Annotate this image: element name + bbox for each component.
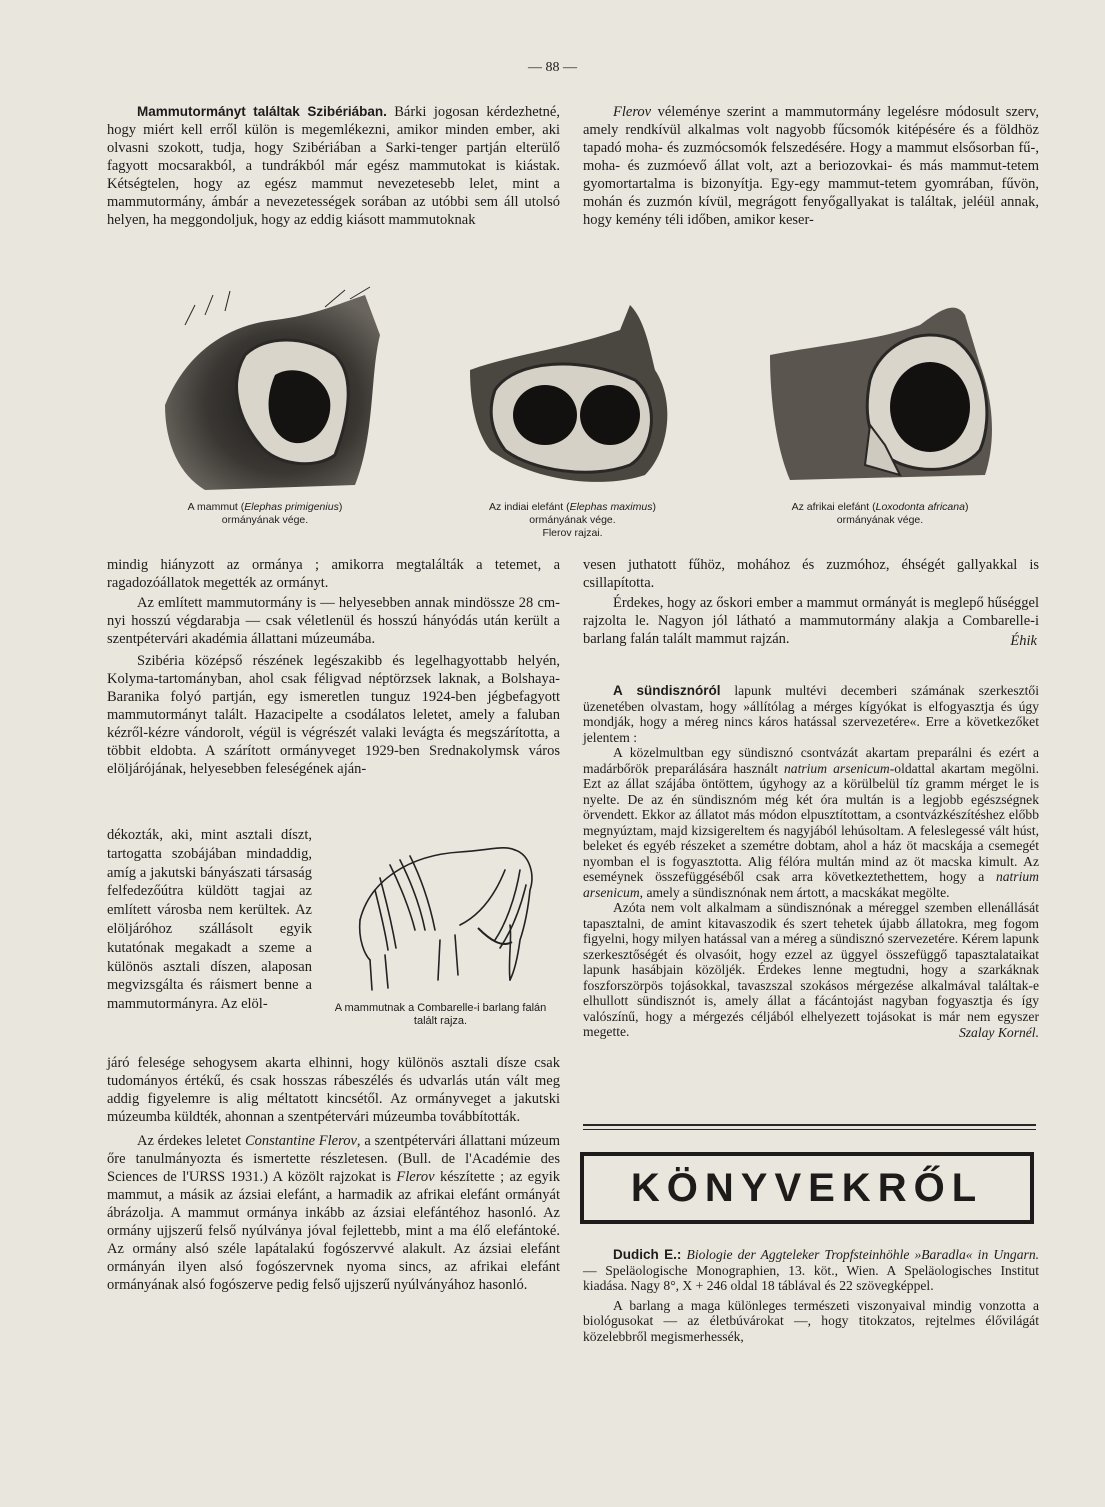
sundiszno-p1: lapunk multévi decemberi számának szerkesztői üzenetében olvastam, hogy »állítólag a mérges kígyókat is elfogyasztja és úgy mondják, hogy a méreg nincs káros hatással szervezetére«. Erre a következőket jelentem : — [583, 683, 1040, 745]
caption-african-elephant: Az afrikai elefánt (Loxodonta africana) ormányának vége. — [791, 501, 969, 526]
indian-elephant-trunk-illustration — [470, 300, 695, 490]
cave-drawing-paragraph: Érdekes, hogy az őskori ember a mammut ormányát is meglepő hűséggel rajzolta le. Nagyon jól látható a mammutormány alakja a Combarelle-i barlang falán talált mammut rajzán. — [583, 595, 1039, 647]
sundiszno-p3: Azóta nem volt alkalmam a sündisznónak a méreggel szemben ellenállását tapasztalni, de amint kitavaszodik és szert tehetek újabb állatokra, meg fogom figyelni, hogy milyen hatással van a méreg a sündisznó szervezetére. Kérem lapunk szerkesztőségét és olvasóit, hogy ezzel az üggyel összefüggő tapasztalataikat lapunk hasábjain közöljék. Érdekes lenne megtudni, hogy a szarkáknak foszforszörpös tojásokkal, tavaszszal szokásos mérgezése alkalmával találtak-e elhullott sündisznót is, amely állat a fácántojást nagyban fogyasztja és így valószínű, hogy a mérgezés céljából elhelyezett tojásokat is már nem egyszer megette. — [583, 900, 1039, 1039]
mammoth-trunk-illustration — [165, 285, 390, 495]
mammut-article-continued — [107, 556, 560, 778]
sundiszno-article — [583, 683, 1039, 1040]
section-divider-top — [583, 1124, 1036, 1126]
african-elephant-trunk-illustration — [770, 295, 1020, 490]
book-review — [583, 1247, 1039, 1344]
section-divider-bottom — [583, 1129, 1036, 1130]
flerov-paragraph-cont: vesen juthatott fűhöz, mohához és zuzmóhoz, éhségét gallyakkal is csillapította. — [583, 557, 1039, 591]
combarelle-mammoth-drawing — [330, 830, 555, 1000]
mammut-p3-bottom: járó felesége sehogysem akarta elhinni, hogy különös asztali dísze csak tudományos értékű, és csak hosszas rábeszélés és udvarlás után vált meg addig figyelemre is alig méltatott kincsétől. Az ormányveget a jakutski múzeumba küldték, ahonnan a szentpétervári múzeumba továbbították. — [107, 1055, 560, 1125]
signature-ehik: Éhik — [1010, 633, 1037, 649]
mammut-p4: Az érdekes leletet Constantine Flerov, a szentpétervári állattani múzeum őre tanulmányozta és ismertette részletesen. (Bull. de l'Académie des Sciences de l'URSS 1931.) A közölt rajzokat is Flerov készítette ; az egyik mammut, a másik az ázsiai elefánt, a harmadik az afrikai elefánt ormányát ábrázolja. A mammut ormánya inkább az ázsiai elefántéhoz hasonló. Az ormány ujjszerű felső nyúlványa jóval fejlettebb, mint a ma élő elefántoké. Az ormány alsó széle lapátalakú fogószervvé alakult. Az ázsiai elefánt ormányán ilyen alsó fogószervnek nyoma sincs, az afrikai elefánt ormányának alsó fogószerve pedig felső ujjszerű nyúlványához hasonló. — [107, 1133, 561, 1293]
caption-mammoth: A mammut (Elephas primigenius) ormányának vége. — [187, 501, 343, 526]
mammut-p1-cont: mindig hiányzott az ormánya ; amikorra megtalálták a tetemet, a ragadozóállatok megették az ormányt. — [107, 557, 560, 591]
book-author: Dudich E.: — [613, 1247, 682, 1262]
books-section-title: KÖNYVEKRŐL — [580, 1152, 1034, 1224]
sundiszno-p2: A közelmultban egy sündisznó csontvázát akartam preparálni és ezért a madárbőrök preparálására használt natrium arsenicum-oldattal akartam megölni. Ezt az állat szájába öntöttem, úgyhogy az a körülbelül tíz gramm mérget le is nyelte. De az én sündisznóm még két óra multán is a legjobb egészségnek örvendett. Ekkor az állatot más módon elpusztítottam, a csontvázkészítéshez előbb megnyúztam, majd kizsigereltem és nagyjából lehúsoltam. A feleslegessé vált húst, beleket és egyéb részeket a szemétre dobtam, ahol a ház öt macskája a csemegét nyomban el is fogyasztotta. Alig félóra multán mind az öt macska kimult. Az eseméynek összefüggéséből csak arra következtethettem, hogy a natrium arsenicum, amely a sündisznónak nem ártott, a macskákat megölte. — [583, 745, 1039, 900]
signature-szalay: Szalay Kornél. — [958, 1024, 1039, 1040]
mammut-p3-top: Szibéria középső részének legészakibb és legelhagyottabb helyén, Kolyma-tartományban, ahol csak féligvad néptörzsek laknak, a Bolshaya-Baranika folyó partján, egy ismeretlen tunguz 1924-ben jégbefagyott mammutormányt talált. Hazacipelte a csodálatos leletet, amely a faluban kézről-kézre vándorolt, végül is végrészét valaki levágta és megszárította, a többit eldobta. A szárított ormányveget 1929-ben Srednakolymsk város elöljárójának, helyesebben feleségének aján- — [107, 653, 560, 777]
page-number: — 88 — — [528, 60, 577, 75]
flerov-paragraph: véleménye szerint a mammutormány legelésre módosult szerv, amely rendkívül alkalmas volt nagyobb fűcsomók kitépésére és a földhöz tapadó moha- és zuzmócsomók felszedésére. Hogy a mammut elsősorban fű-, moha- és zuzmóevő állat volt, azt a beriozovkai- és más mammut-tetem gyomortartalma is bizonyítja. Egy-egy mammut-tetem gyomrában, fűvön, mohán és zuzmón kívül, megrágott fenyőgallyakat is találtak, jeléül annak, hogy kemény téli időben, amikor keser- — [583, 104, 1039, 228]
mammut-p2: Az említett mammutormány is — helyesebben annak mindössze 28 cm-nyi hosszú végdarabja — csak véletlenül és hosszú hányódás után került a szentpétervári akadémia állattani múzeumába. — [107, 595, 560, 647]
mammut-article-bottom — [107, 1054, 560, 1294]
mammut-article-narrow — [107, 826, 312, 1014]
mammut-p3-narrow: dékozták, aki, mint asztali díszt, tartogatta szobájában mindaddig, amíg a jakutski bányászati társaság felfedezőútra küldött tagjai az említett városba nem kerültek. Az elöljáróhoz szállásolt egyik kutatónak megakadt a szeme a különös asztali díszen, alaposan megvizsgálta és ráismert benne a mammutormányra. Az elöl- — [107, 827, 312, 1013]
caption-indian-elephant: Az indiai elefánt (Elephas maximus) ormányának vége. Flerov rajzai. — [489, 501, 656, 539]
mammut-p1: Bárki jogosan kérdezhetné, hogy miért kell erről külön is megemlékezni, amikor minden ember, aki olvasni szokott, tudja, hogy Szibériában a Sarki-tenger partján elterülő fagyott mocsarakból, a tundrákból már egész mammutokat is kiástak. Kétségtelen, hogy az egész mammut nevezetesebb lelet, mint a mammutormány, ámbár a nevezetességek sorában az utóbbi sem áll utolsó helyen, ha meggondoljuk, hogy az eddig kiásott mammutoknak — [107, 104, 560, 228]
mammut-heading: Mammutormányt találtak Szibériában. — [137, 104, 387, 119]
book-review-p2: A barlang a maga különleges természeti viszonyaival mindig vonzotta a biológusokat — az életbúvárokat —, hogy titokzatos, rejtelmes élővilágát közelebbről megismerhessék, — [583, 1297, 1039, 1344]
book-details: — Speläologische Monographien, 13. köt., Wien. A Speläologisches Institut kiadása. Nagy 8°, X + 246 oldal 18 táblával és 22 szövegképpel. — [583, 1262, 1039, 1293]
flerov-opinion — [583, 103, 1039, 229]
mammut-article-intro — [107, 103, 560, 229]
sundiszno-heading: A sündisznóról — [613, 683, 721, 698]
book-title: Biologie der Aggteleker Tropfsteinhöhle »Baradla« in Ungarn. — [681, 1247, 1040, 1262]
flerov-opinion-continued — [583, 556, 1039, 650]
flerov-name: Flerov — [613, 104, 652, 120]
caption-cave-drawing: A mammutnak a Combarelle-i barlang falán talált rajza. — [334, 1002, 547, 1027]
